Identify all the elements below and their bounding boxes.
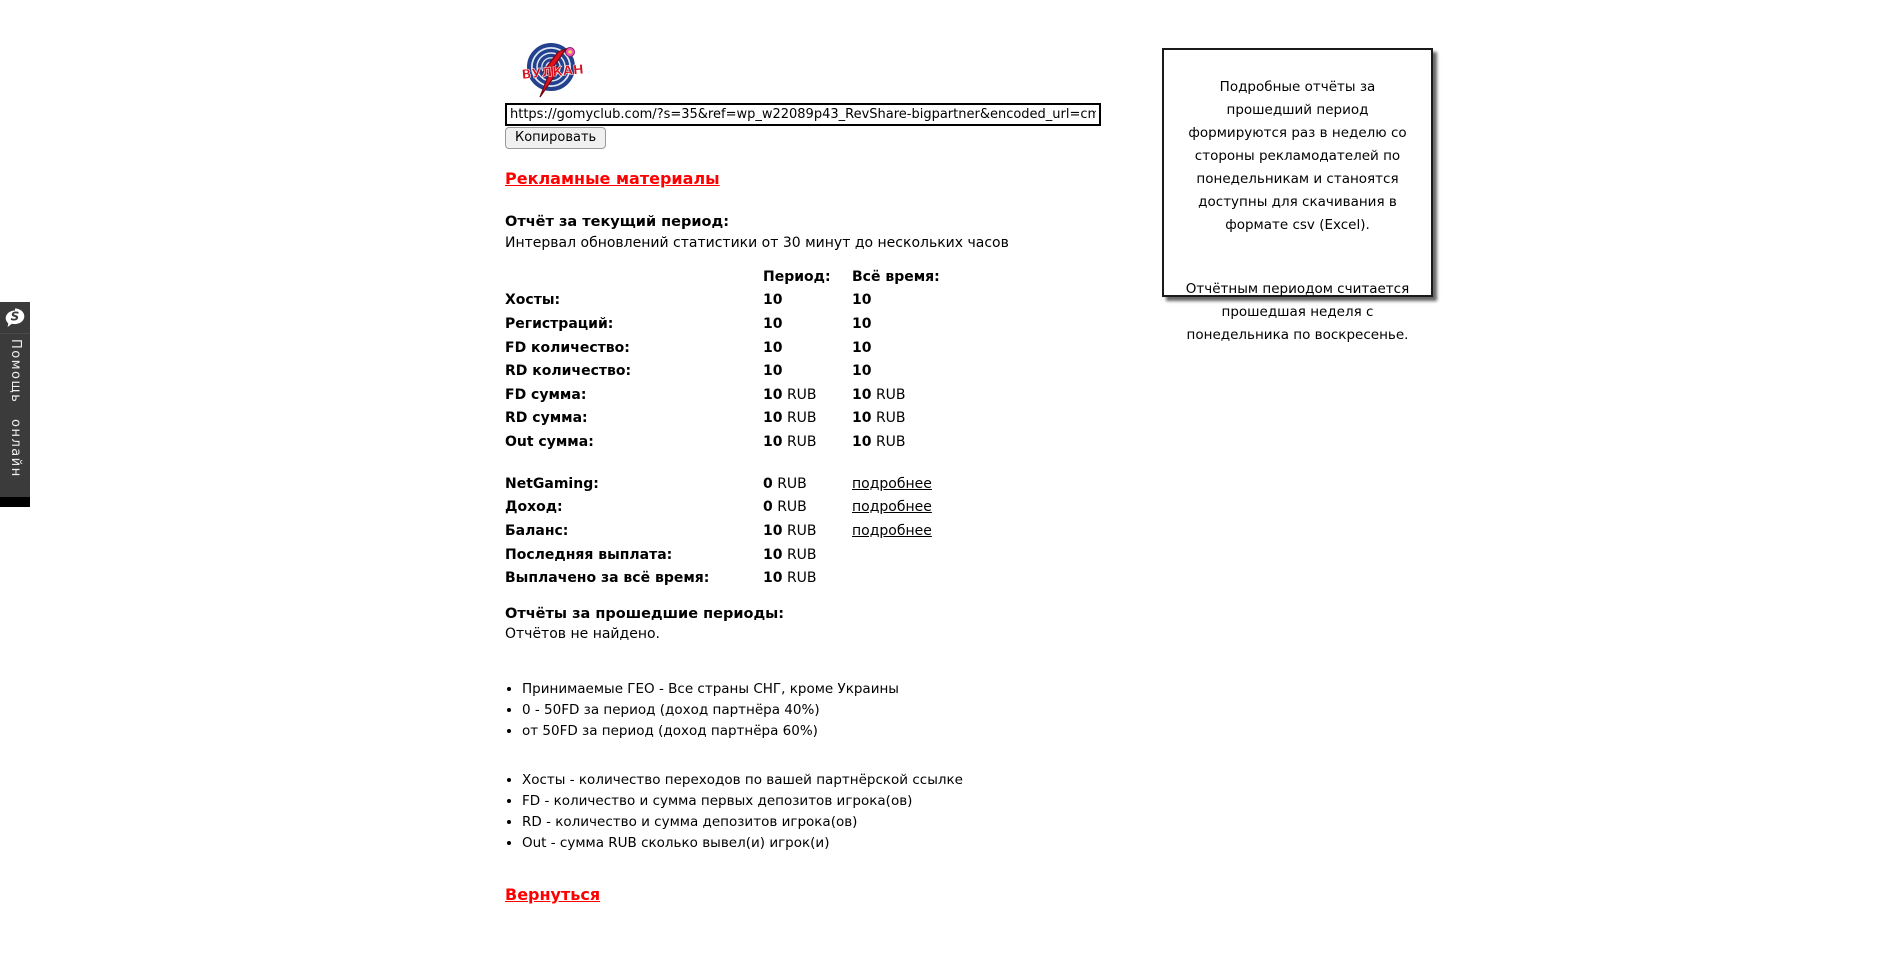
stat-alltime — [852, 292, 992, 308]
table-row-fd-count — [505, 336, 1145, 360]
stat-period-unit: RUB — [786, 433, 817, 450]
current-report-subtitle: Интервал обновлений статистики от 30 минут до нескольких часов — [505, 235, 1009, 251]
stat-label: RD количество: — [505, 363, 632, 380]
balance-value — [763, 476, 852, 492]
stat-period — [763, 387, 852, 403]
stat-period-unit: RUB — [786, 410, 817, 427]
stat-alltime-unit: RUB — [875, 386, 906, 403]
list-item: • 0 - 50FD за период (доход партнёра 40%) — [522, 702, 899, 718]
promo-materials-link[interactable]: Рекламные материалы — [505, 169, 720, 188]
list-item: • FD - количество и сумма первых депозитов игрока(ов) — [522, 793, 963, 809]
help-tab-label: Помощь онлайн — [8, 339, 23, 478]
stat-period — [763, 410, 852, 426]
stat-alltime-value: 10 — [852, 386, 872, 403]
stat-period-value: 10 — [763, 363, 783, 380]
value: 0 — [763, 475, 773, 492]
stat-alltime — [852, 410, 992, 426]
value: 10 — [763, 522, 783, 539]
balance-label: Выплачено за всё время: — [505, 570, 710, 587]
help-tab-footer — [0, 497, 30, 507]
table-row-fd-sum — [505, 383, 1145, 407]
stat-label: FD количество: — [505, 339, 630, 356]
col-alltime-header: Всё время: — [852, 268, 940, 285]
balance-table — [505, 472, 1145, 590]
stat-period — [763, 434, 852, 450]
table-row-rd-sum — [505, 407, 1145, 431]
stat-period-value: 10 — [763, 315, 783, 332]
stats-table — [505, 265, 1145, 454]
past-reports-empty: Отчётов не найдено. — [505, 626, 660, 642]
value: 10 — [763, 570, 783, 587]
reports-info-box — [1162, 48, 1433, 343]
help-online-tab[interactable] — [0, 302, 30, 507]
list-item: • RD - количество и сумма депозитов игрока(ов) — [522, 814, 963, 830]
stat-alltime — [852, 340, 992, 356]
list-item: • Хосты - количество переходов по вашей партнёрской ссылке — [522, 772, 963, 788]
unit: RUB — [786, 570, 817, 587]
value: 10 — [763, 546, 783, 563]
stat-alltime-unit: RUB — [875, 410, 906, 427]
vulkan-logo — [520, 42, 586, 100]
stat-period — [763, 363, 852, 379]
balance-label: NetGaming: — [505, 475, 599, 492]
logo-text: ВУЛКАН — [521, 62, 585, 83]
table-row-last-payout — [505, 543, 1145, 567]
stat-period-value: 10 — [763, 386, 783, 403]
balance-value — [763, 547, 852, 563]
value: 0 — [763, 499, 773, 516]
stat-period-value: 10 — [763, 339, 783, 356]
details-link-income[interactable]: подробнее — [852, 499, 932, 516]
balance-link-cell — [852, 476, 992, 492]
list-item: • Принимаемые ГЕО - Все страны СНГ, кроме Украины — [522, 681, 899, 697]
chat-bubble-s-icon — [0, 302, 30, 334]
stat-alltime-unit: RUB — [875, 433, 906, 450]
table-row-out-sum — [505, 430, 1145, 454]
stat-period-value: 10 — [763, 410, 783, 427]
stat-alltime — [852, 434, 992, 450]
table-row-rd-count — [505, 359, 1145, 383]
stats-header-row — [505, 265, 1145, 289]
balance-label: Баланс: — [505, 522, 569, 539]
balance-label: Доход: — [505, 499, 563, 516]
list-item: • от 50FD за период (доход партнёра 60%) — [522, 723, 899, 739]
stat-label: Регистраций: — [505, 315, 614, 332]
stat-period-value: 10 — [763, 433, 783, 450]
stat-alltime-value: 10 — [852, 363, 872, 380]
balance-label: Последняя выплата: — [505, 546, 673, 563]
balance-link-cell — [852, 499, 992, 515]
stat-label: Out сумма: — [505, 433, 594, 450]
unit: RUB — [777, 475, 807, 492]
table-row-netgaming — [505, 472, 1145, 496]
stat-label: FD сумма: — [505, 386, 587, 403]
stat-label: RD сумма: — [505, 410, 588, 427]
stat-alltime-value: 10 — [852, 410, 872, 427]
table-row-hosts — [505, 289, 1145, 313]
stat-label: Хосты: — [505, 292, 561, 309]
stat-period-unit: RUB — [786, 386, 817, 403]
past-reports-title: Отчёты за прошедшие периоды: — [505, 606, 785, 622]
info-paragraph-1: Подробные отчёты за прошедший период формируются раз в неделю со стороны рекламодателей по понедельникам и станоятся доступны для скачивания в формате csv (Excel). — [1188, 79, 1407, 233]
unit: RUB — [777, 499, 807, 516]
stat-alltime — [852, 387, 992, 403]
info-paragraph-2: Отчётным периодом считается прошедшая неделя с понедельника по воскресенье. — [1185, 281, 1410, 343]
definitions-list — [522, 772, 963, 856]
stat-alltime-value: 10 — [852, 433, 872, 450]
stat-alltime-value: 10 — [852, 315, 872, 332]
table-row-registrations — [505, 312, 1145, 336]
list-item: • Out - сумма RUB сколько вывел(и) игрок(и) — [522, 835, 963, 851]
current-report-title: Отчёт за текущий период: — [505, 214, 730, 230]
back-link[interactable]: Вернуться — [505, 885, 601, 904]
stat-alltime — [852, 316, 992, 332]
stat-period — [763, 292, 852, 308]
table-row-income — [505, 496, 1145, 520]
balance-value — [763, 523, 852, 539]
stat-alltime-value: 10 — [852, 292, 872, 309]
stat-period — [763, 316, 852, 332]
unit: RUB — [786, 546, 817, 563]
stat-period-value: 10 — [763, 292, 783, 309]
balance-value — [763, 570, 852, 586]
terms-list — [522, 681, 899, 744]
table-row-paid-alltime — [505, 566, 1145, 590]
table-row-balance — [505, 519, 1145, 543]
stat-alltime — [852, 363, 992, 379]
unit: RUB — [786, 522, 817, 539]
stat-alltime-value: 10 — [852, 339, 872, 356]
col-period-header: Период: — [763, 268, 831, 285]
referral-url-input[interactable] — [505, 103, 1101, 126]
copy-button[interactable]: Копировать — [505, 127, 606, 149]
balance-link-cell — [852, 523, 992, 539]
details-link-balance[interactable]: подробнее — [852, 522, 932, 539]
stat-period — [763, 340, 852, 356]
svg-text:S: S — [10, 309, 20, 323]
balance-value — [763, 499, 852, 515]
details-link-netgaming[interactable]: подробнее — [852, 475, 932, 492]
